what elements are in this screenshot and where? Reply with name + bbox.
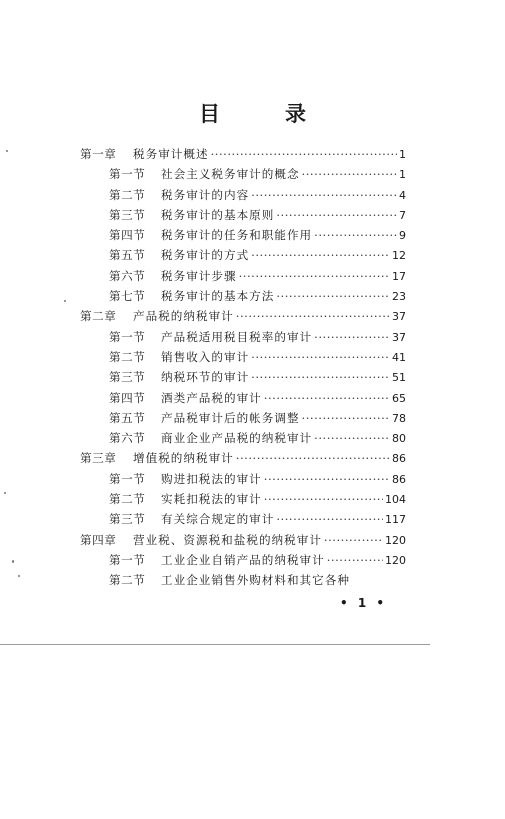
toc-page-number: 86 xyxy=(392,452,406,466)
toc-section-row xyxy=(80,268,406,288)
toc-label: 第三节 xyxy=(109,207,146,222)
toc-label: 第六节 xyxy=(109,268,146,283)
toc-leader-dots xyxy=(211,147,397,161)
toc-leader-dots xyxy=(327,553,383,567)
toc-page-number: 37 xyxy=(392,330,406,344)
toc-leader-dots xyxy=(236,451,390,465)
page-title: 目 录 xyxy=(199,101,328,126)
toc-title: 增值税的纳税审计 xyxy=(133,451,234,466)
scan-speck xyxy=(4,492,6,494)
toc-title: 营业税、资源税和盐税的纳税审计 xyxy=(133,532,322,547)
toc-title: 税务审计的任务和职能作用 xyxy=(161,228,313,243)
toc-title: 税务审计的基本原则 xyxy=(161,207,275,222)
toc-leader-dots xyxy=(314,228,397,242)
toc-title: 社会主义税务审计的概念 xyxy=(161,167,300,182)
toc-title: 税务审计的内容 xyxy=(161,187,250,202)
toc-leader-dots xyxy=(251,188,397,202)
toc-section-row xyxy=(80,471,406,491)
toc-title: 工业企业自销产品的纳税审计 xyxy=(161,552,325,567)
toc-page-number: 65 xyxy=(392,391,406,405)
toc-label: 第五节 xyxy=(109,248,146,263)
toc-label: 第二节 xyxy=(109,349,146,364)
toc-leader-dots xyxy=(251,370,390,384)
toc-page-number: 7 xyxy=(399,208,406,222)
toc-page-number: 9 xyxy=(399,229,406,243)
toc-chapter-row xyxy=(80,532,406,552)
toc-page-number: 120 xyxy=(385,553,406,567)
toc-page-number: 80 xyxy=(392,432,406,446)
toc-label: 第一节 xyxy=(109,329,146,344)
toc-title: 酒类产品税的审计 xyxy=(161,390,262,405)
toc-section-row xyxy=(80,410,406,430)
toc-title: 税务审计的基本方法 xyxy=(161,289,275,304)
toc-label: 第三节 xyxy=(109,370,146,385)
toc-label: 第一章 xyxy=(80,147,117,161)
toc-title: 纳税环节的审计 xyxy=(161,370,250,385)
toc-section-row xyxy=(80,207,406,227)
toc-section-row xyxy=(80,491,406,511)
toc-label: 第一节 xyxy=(109,167,146,182)
toc-section-row xyxy=(80,288,406,308)
toc-label: 第一节 xyxy=(109,552,146,567)
toc-label: 第四节 xyxy=(109,390,146,405)
toc-section-row xyxy=(80,166,406,186)
toc-section-row xyxy=(80,349,406,369)
toc-label: 第三章 xyxy=(80,451,117,466)
toc-leader-dots xyxy=(276,289,390,303)
toc-leader-dots xyxy=(302,167,397,181)
toc-leader-dots xyxy=(302,411,390,425)
toc-title: 购进扣税法的审计 xyxy=(161,471,262,486)
scan-speck xyxy=(18,575,20,577)
toc-title: 税务审计概述 xyxy=(133,147,209,161)
page-number: • 1 • xyxy=(340,596,388,610)
toc-section-row xyxy=(80,227,406,247)
toc-label: 第七节 xyxy=(109,289,146,304)
scan-speck xyxy=(64,300,66,302)
toc-page-number: 51 xyxy=(392,371,406,385)
toc-title: 税务审计步骤 xyxy=(161,268,237,283)
toc-leader-dots xyxy=(236,309,390,323)
toc-chapter-row xyxy=(80,146,406,166)
toc-chapter-row xyxy=(80,450,406,470)
toc-section-row xyxy=(80,247,406,267)
toc-leader-dots xyxy=(314,330,390,344)
toc-leader-dots xyxy=(264,492,383,506)
toc-label: 第五节 xyxy=(109,410,146,425)
toc-label: 第二节 xyxy=(109,187,146,202)
toc-title: 税务审计的方式 xyxy=(161,248,250,263)
toc-leader-dots xyxy=(264,391,390,405)
toc-page-number: 4 xyxy=(399,188,406,202)
toc-label: 第二章 xyxy=(80,309,117,324)
toc-section-row xyxy=(80,430,406,450)
toc-label: 第四节 xyxy=(109,228,146,243)
toc-title: 有关综合规定的审计 xyxy=(161,512,275,527)
toc-section-row xyxy=(80,390,406,410)
toc-section-row xyxy=(80,369,406,389)
toc-page-number: 12 xyxy=(392,249,406,263)
toc-label: 第四章 xyxy=(80,532,117,547)
toc-label: 第二节 xyxy=(109,492,146,507)
toc-label: 第三节 xyxy=(109,512,146,527)
toc-page-number: 37 xyxy=(392,310,406,324)
toc-page-number: 120 xyxy=(385,533,406,547)
toc-page-number: 1 xyxy=(399,148,406,161)
toc-section-row xyxy=(80,187,406,207)
toc-leader-dots xyxy=(239,269,390,283)
toc-title: 销售收入的审计 xyxy=(161,349,250,364)
toc-title: 工业企业销售外购材料和其它各种 xyxy=(161,573,350,588)
page-edge-rule xyxy=(0,644,430,645)
toc-title: 产品税审计后的帐务调整 xyxy=(161,410,300,425)
toc-page-number: 117 xyxy=(385,513,406,527)
toc-label: 第一节 xyxy=(109,471,146,486)
toc-chapter-row xyxy=(80,308,406,328)
toc-label: 第六节 xyxy=(109,431,146,446)
toc-title: 产品税的纳税审计 xyxy=(133,309,234,324)
toc-section-row xyxy=(80,329,406,349)
toc-leader-dots xyxy=(264,472,390,486)
toc-page-number: 41 xyxy=(392,350,406,364)
toc-title: 产品税适用税目税率的审计 xyxy=(161,329,313,344)
table-of-contents xyxy=(80,146,406,593)
toc-label: 第二节 xyxy=(109,573,146,588)
toc-leader-dots xyxy=(276,512,383,526)
toc-section-row xyxy=(80,572,406,592)
toc-page-number: 78 xyxy=(392,411,406,425)
toc-leader-dots xyxy=(314,431,390,445)
toc-title: 实耗扣税法的审计 xyxy=(161,492,262,507)
toc-section-row xyxy=(80,511,406,531)
toc-page-number: 1 xyxy=(399,168,406,182)
toc-leader-dots xyxy=(276,208,397,222)
toc-leader-dots xyxy=(251,248,390,262)
toc-page-number: 17 xyxy=(392,269,406,283)
toc-page-number: 86 xyxy=(392,472,406,486)
toc-page-number: 104 xyxy=(385,493,406,507)
toc-leader-dots xyxy=(324,533,383,547)
scan-speck xyxy=(12,560,14,563)
toc-title: 商业企业产品税的纳税审计 xyxy=(161,431,313,446)
scan-speck xyxy=(6,150,8,152)
toc-leader-dots xyxy=(251,350,390,364)
toc-section-row xyxy=(80,552,406,572)
toc-page-number: 23 xyxy=(392,290,406,304)
